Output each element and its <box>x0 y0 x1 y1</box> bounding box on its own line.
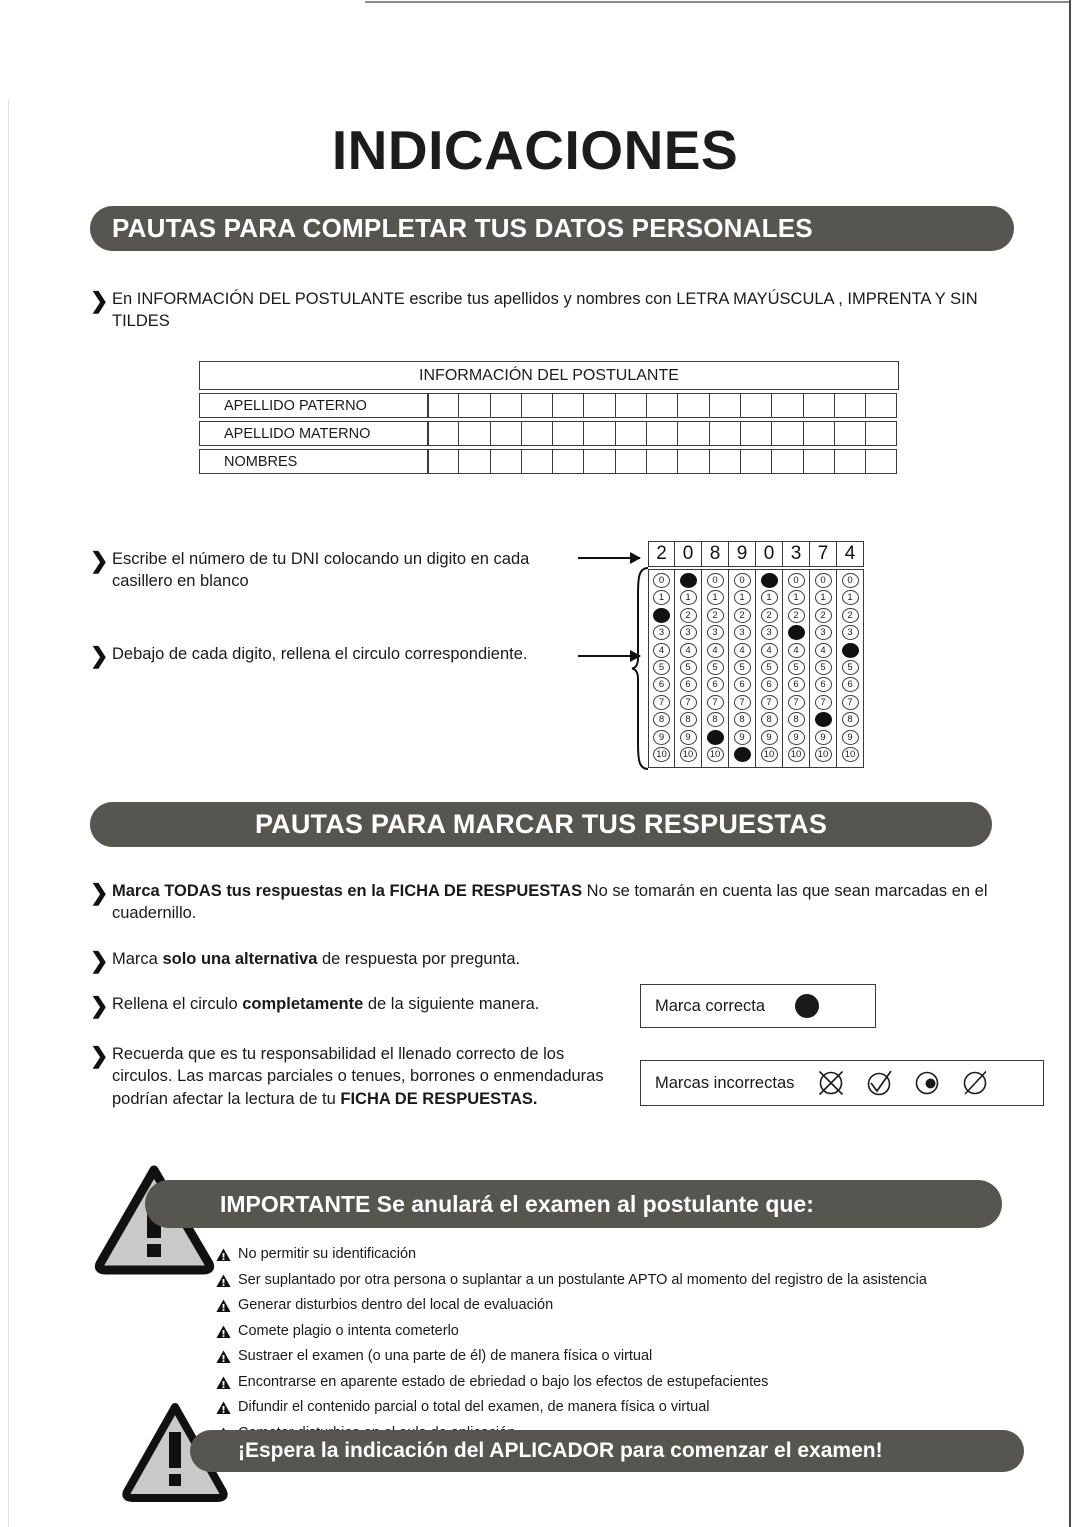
bullet-text-bold: completamente <box>242 995 364 1013</box>
marca-correcta-box <box>640 984 876 1028</box>
list-item <box>216 1272 1036 1293</box>
dni-bubble[interactable]: 3 <box>842 625 859 640</box>
bullet-text-normal: Rellena el circulo <box>112 995 243 1013</box>
dni-bubble[interactable]: 3 <box>734 625 751 640</box>
list-item-text: Ser suplantado por otra persona o suplantar a un postulante APTO al momento del registro de la asistencia <box>238 1271 927 1288</box>
warning-triangle-bullet-icon <box>216 1272 238 1293</box>
bullet-text-normal: Recuerda que es tu responsabilidad el llenado correcto de los circulos. Las marcas parciales o tenues, borrones o enmendaduras podrían afectar la lectura de tu <box>112 1045 604 1108</box>
dni-bubble[interactable]: 7 <box>653 695 670 710</box>
list-item-text: Comete plagio o intenta cometerlo <box>238 1322 459 1339</box>
row-cells-nombres <box>428 449 897 474</box>
dni-bubble[interactable]: 10 <box>842 747 859 762</box>
dni-bubble[interactable]: 6 <box>734 677 751 692</box>
dni-bubble[interactable] <box>788 625 805 640</box>
bullet-solo-una-alternativa <box>90 948 650 973</box>
dni-bubble[interactable]: 2 <box>680 608 697 623</box>
warning-triangle-bullet-icon <box>216 1323 238 1344</box>
dni-bubble[interactable]: 1 <box>707 590 724 605</box>
dni-bubble[interactable]: 5 <box>707 660 724 675</box>
bullet-text-bold: FICHA DE RESPUESTAS. <box>340 1089 538 1108</box>
bullet-text: Escribe el número de tu DNI colocando un digito en cada casillero en blanco <box>112 550 530 591</box>
dni-bubble[interactable]: 7 <box>788 695 805 710</box>
dni-digit-cell[interactable]: 2 <box>648 541 675 567</box>
dni-bubble[interactable]: 9 <box>734 730 751 745</box>
list-item <box>216 1323 1036 1344</box>
dni-bubble[interactable]: 8 <box>761 712 778 727</box>
dni-bubble[interactable]: 9 <box>653 730 670 745</box>
dni-digit-cell[interactable]: 0 <box>675 541 702 567</box>
marcas-incorrectas-icons <box>816 1068 990 1098</box>
dni-bubble[interactable]: 0 <box>734 573 751 588</box>
dni-bubble[interactable]: 8 <box>842 712 859 727</box>
bullet-marca-todas <box>90 880 1005 925</box>
table-input-cell[interactable] <box>835 421 866 446</box>
bullet-responsabilidad-llenado <box>90 1043 620 1110</box>
dni-bubble[interactable]: 1 <box>761 590 778 605</box>
table-input-cell[interactable] <box>866 421 897 446</box>
table-input-cell[interactable] <box>678 393 709 418</box>
table-input-cell[interactable] <box>522 421 553 446</box>
dni-bubble[interactable]: 10 <box>788 747 805 762</box>
circle-with-slash-icon <box>960 1068 990 1098</box>
dni-bubble[interactable]: 7 <box>842 695 859 710</box>
dni-bubble[interactable]: 4 <box>788 643 805 658</box>
table-input-cell[interactable] <box>741 449 772 474</box>
table-input-cell[interactable] <box>866 449 897 474</box>
warning-triangle-bullet-icon <box>216 1348 238 1369</box>
dni-bubble[interactable]: 4 <box>680 643 697 658</box>
dni-bubble[interactable]: 10 <box>761 747 778 762</box>
dni-bubble[interactable]: 1 <box>815 590 832 605</box>
table-input-cell[interactable] <box>616 393 647 418</box>
table-input-cell[interactable] <box>522 449 553 474</box>
dni-bubble-column <box>837 569 864 768</box>
dni-bubble[interactable]: 5 <box>761 660 778 675</box>
table-input-cell[interactable] <box>678 421 709 446</box>
table-input-cell[interactable] <box>741 421 772 446</box>
marcas-incorrectas-box <box>640 1060 1044 1106</box>
dni-bubble[interactable]: 7 <box>761 695 778 710</box>
dni-bubble[interactable]: 2 <box>734 608 751 623</box>
dni-bubble[interactable]: 5 <box>680 660 697 675</box>
banner-espera-aplicador <box>190 1430 1024 1472</box>
bullet-text-normal-2: de la siguiente manera. <box>363 995 540 1013</box>
list-item-text: Difundir el contenido parcial o total del examen, de manera física o virtual <box>238 1399 710 1415</box>
dni-bubble[interactable]: 8 <box>707 712 724 727</box>
dni-bubble[interactable]: 2 <box>707 608 724 623</box>
dni-bubble[interactable]: 3 <box>680 625 697 640</box>
table-input-cell[interactable] <box>741 393 772 418</box>
table-row <box>199 421 899 446</box>
dni-bubble[interactable]: 5 <box>815 660 832 675</box>
dni-bubble[interactable]: 9 <box>842 730 859 745</box>
dni-bubble[interactable]: 3 <box>761 625 778 640</box>
table-input-cell[interactable] <box>804 449 835 474</box>
dni-bubble[interactable]: 0 <box>815 573 832 588</box>
list-item-text: Generar disturbios dentro del local de evaluación <box>238 1297 554 1313</box>
table-input-cell[interactable] <box>522 393 553 418</box>
page-edge-right <box>1069 0 1071 1527</box>
chevron-right-icon: ❯ <box>90 880 109 905</box>
dni-bubble[interactable]: 8 <box>653 712 670 727</box>
bullet-text <box>112 993 539 1018</box>
dni-bubble[interactable]: 7 <box>815 695 832 710</box>
dni-bubble-column <box>810 569 837 768</box>
bullet-text-normal: Marca <box>112 950 163 968</box>
chevron-right-icon: ❯ <box>90 1043 109 1068</box>
dni-bubble[interactable]: 0 <box>653 573 670 588</box>
dni-bubble[interactable]: 0 <box>842 573 859 588</box>
banner-marcar-label: PAUTAS PARA MARCAR TUS RESPUESTAS <box>254 809 828 839</box>
marca-correcta-label: Marca correcta <box>655 996 766 1015</box>
dni-bubble[interactable]: 1 <box>653 590 670 605</box>
dni-bubble[interactable] <box>680 573 697 588</box>
dni-bubble[interactable]: 10 <box>680 747 697 762</box>
dni-digit-cell[interactable]: 8 <box>702 541 729 567</box>
page-edge-top <box>365 1 1070 3</box>
list-item <box>216 1297 1036 1318</box>
dni-bubble[interactable]: 3 <box>707 625 724 640</box>
dni-bubble[interactable]: 6 <box>653 677 670 692</box>
dni-bubble[interactable]: 3 <box>653 625 670 640</box>
arrow-to-dni-digits-icon <box>578 557 640 559</box>
dni-bubble[interactable]: 2 <box>788 608 805 623</box>
marcas-incorrectas-label: Marcas incorrectas <box>655 1073 795 1092</box>
table-input-cell[interactable] <box>584 449 615 474</box>
bullet-dni-rellena <box>90 643 560 668</box>
chevron-right-icon: ❯ <box>90 993 109 1018</box>
row-label-apellido-materno: APELLIDO MATERNO <box>199 421 428 446</box>
dni-bubble[interactable]: 9 <box>761 730 778 745</box>
table-input-cell[interactable] <box>616 421 647 446</box>
dni-bubble[interactable]: 5 <box>734 660 751 675</box>
dni-bubble[interactable]: 4 <box>734 643 751 658</box>
page-edge-left <box>8 100 9 1527</box>
dni-bubble[interactable] <box>734 747 751 762</box>
table-input-cell[interactable] <box>710 421 741 446</box>
dni-bubble[interactable]: 4 <box>653 643 670 658</box>
dni-bubble[interactable]: 5 <box>653 660 670 675</box>
dni-bubble[interactable]: 4 <box>761 643 778 658</box>
table-row <box>199 449 899 474</box>
dni-bubble[interactable]: 7 <box>707 695 724 710</box>
dni-bubble[interactable]: 5 <box>842 660 859 675</box>
filled-circle-icon <box>795 994 819 1018</box>
row-cells-apellido-paterno <box>428 393 897 418</box>
table-input-cell[interactable] <box>616 449 647 474</box>
dni-bubble-column <box>729 569 756 768</box>
table-input-cell[interactable] <box>491 421 522 446</box>
table-input-cell[interactable] <box>428 449 459 474</box>
list-item-text: Encontrarse en aparente estado de ebriedad o bajo los efectos de estupefacientes <box>238 1373 769 1390</box>
dni-bubble[interactable]: 10 <box>653 747 670 762</box>
dni-bubble[interactable]: 4 <box>815 643 832 658</box>
dni-bubble[interactable]: 3 <box>815 625 832 640</box>
dni-bubble[interactable]: 1 <box>680 590 697 605</box>
table-input-cell[interactable] <box>772 449 803 474</box>
bullet-text <box>112 880 1005 925</box>
table-input-cell[interactable] <box>835 393 866 418</box>
bullet-text-normal-2: de respuesta por pregunta. <box>317 950 521 968</box>
warning-triangle-bullet-icon <box>216 1297 238 1318</box>
banner-espera-label: ¡Espera la indicación del APLICADOR para comenzar el examen! <box>238 1439 883 1462</box>
list-item <box>216 1399 1036 1420</box>
list-item <box>216 1348 1036 1369</box>
table-header: INFORMACIÓN DEL POSTULANTE <box>199 361 899 390</box>
table-input-cell[interactable] <box>647 449 678 474</box>
table-input-cell[interactable] <box>710 449 741 474</box>
table-input-cell[interactable] <box>459 393 490 418</box>
curly-brace-icon <box>630 566 650 771</box>
dni-bubble[interactable]: 7 <box>734 695 751 710</box>
dni-bubble-column <box>702 569 729 768</box>
bullet-text: En INFORMACIÓN DEL POSTULANTE escribe tus apellidos y nombres con LETRA MAYÚSCULA , IMPRENTA Y SIN TILDES <box>112 290 978 331</box>
chevron-right-icon: ❯ <box>90 643 109 668</box>
banner-datos-label: PAUTAS PARA COMPLETAR TUS DATOS PERSONALES <box>112 213 813 243</box>
bullet-text-bold: solo una alternativa <box>162 950 318 968</box>
chevron-right-icon: ❯ <box>90 288 109 313</box>
table-input-cell[interactable] <box>647 393 678 418</box>
bullet-text <box>112 1043 620 1110</box>
banner-marcar-respuestas <box>90 802 992 847</box>
table-input-cell[interactable] <box>428 421 459 446</box>
table-input-cell[interactable] <box>428 393 459 418</box>
table-input-cell[interactable] <box>553 449 584 474</box>
table-input-cell[interactable] <box>491 449 522 474</box>
dni-digit-cell[interactable]: 4 <box>837 541 864 567</box>
dni-bubble[interactable] <box>815 712 832 727</box>
bullet-informacion-postulante <box>90 288 1000 333</box>
row-label-nombres: NOMBRES <box>199 449 428 474</box>
dni-bubble[interactable]: 8 <box>788 712 805 727</box>
dni-grid <box>648 541 864 768</box>
bullet-rellena-completamente <box>90 993 630 1018</box>
table-input-cell[interactable] <box>584 421 615 446</box>
dni-bubble-column <box>756 569 783 768</box>
table-row <box>199 393 899 418</box>
chevron-right-icon: ❯ <box>90 948 109 973</box>
importante-list <box>216 1246 1036 1450</box>
row-label-apellido-paterno: APELLIDO PATERNO <box>199 393 428 418</box>
list-item-text: Sustraer el examen (o una parte de él) de manera física o virtual <box>238 1348 653 1364</box>
dni-digit-cell[interactable]: 7 <box>810 541 837 567</box>
bullet-dni-escribe <box>90 548 560 593</box>
bullet-text-bold: Marca TODAS tus respuestas en la FICHA DE RESPUESTAS <box>112 882 583 900</box>
dni-bubble[interactable]: 1 <box>734 590 751 605</box>
banner-importante <box>145 1180 1002 1228</box>
dni-bubble[interactable]: 2 <box>761 608 778 623</box>
dni-bubble[interactable]: 6 <box>707 677 724 692</box>
circle-with-check-icon <box>864 1068 894 1098</box>
dni-digit-cell[interactable]: 9 <box>729 541 756 567</box>
table-input-cell[interactable] <box>866 393 897 418</box>
bullet-text-normal: No se tomarán en cuenta las que sean marcadas en el cuadernillo. <box>112 882 988 923</box>
table-input-cell[interactable] <box>804 421 835 446</box>
table-input-cell[interactable] <box>804 393 835 418</box>
info-postulante-table <box>199 361 899 474</box>
dni-bubble[interactable]: 8 <box>734 712 751 727</box>
dni-bubble[interactable]: 6 <box>788 677 805 692</box>
dni-bubble[interactable]: 6 <box>680 677 697 692</box>
dni-bubble-column <box>783 569 810 768</box>
table-input-cell[interactable] <box>772 421 803 446</box>
list-item-text: No permitir su identificación <box>238 1246 417 1262</box>
dni-bubble[interactable]: 9 <box>788 730 805 745</box>
dni-bubble[interactable]: 8 <box>680 712 697 727</box>
table-input-cell[interactable] <box>678 449 709 474</box>
table-input-cell[interactable] <box>553 421 584 446</box>
dni-digit-row <box>648 541 864 567</box>
list-item <box>216 1374 1036 1395</box>
page-title: INDICACIONES <box>331 119 739 181</box>
row-cells-apellido-materno <box>428 421 897 446</box>
bullet-text: Debajo de cada digito, rellena el circulo correspondiente. <box>112 645 528 663</box>
dni-bubble[interactable] <box>707 730 724 745</box>
dni-bubble-column <box>675 569 702 768</box>
dni-bubble[interactable]: 6 <box>815 677 832 692</box>
dni-bubble[interactable]: 0 <box>707 573 724 588</box>
dni-bubble[interactable]: 4 <box>707 643 724 658</box>
dni-bubble[interactable]: 0 <box>788 573 805 588</box>
dni-bubble[interactable] <box>653 608 670 623</box>
table-input-cell[interactable] <box>584 393 615 418</box>
table-input-cell[interactable] <box>710 393 741 418</box>
dni-bubble[interactable]: 10 <box>815 747 832 762</box>
dni-bubble[interactable]: 2 <box>842 608 859 623</box>
list-item <box>216 1246 1036 1267</box>
dni-bubble[interactable]: 5 <box>788 660 805 675</box>
dni-bubble[interactable]: 1 <box>788 590 805 605</box>
circle-with-small-dot-icon <box>912 1068 942 1098</box>
dni-digit-cell[interactable]: 3 <box>783 541 810 567</box>
dni-bubble[interactable]: 2 <box>815 608 832 623</box>
dni-bubble[interactable]: 9 <box>815 730 832 745</box>
dni-bubble[interactable]: 1 <box>842 590 859 605</box>
table-input-cell[interactable] <box>459 421 490 446</box>
circle-with-x-icon <box>816 1068 846 1098</box>
dni-bubble[interactable]: 10 <box>707 747 724 762</box>
dni-bubble-columns <box>648 569 864 768</box>
table-input-cell[interactable] <box>553 393 584 418</box>
dni-bubble[interactable]: 6 <box>842 677 859 692</box>
table-input-cell[interactable] <box>647 421 678 446</box>
bullet-text <box>112 948 520 973</box>
warning-triangle-bullet-icon <box>216 1374 238 1395</box>
dni-bubble-column <box>648 569 675 768</box>
table-input-cell[interactable] <box>459 449 490 474</box>
banner-importante-label: IMPORTANTE Se anulará el examen al postulante que: <box>220 1190 814 1217</box>
dni-bubble[interactable] <box>842 643 859 658</box>
chevron-right-icon: ❯ <box>90 548 109 573</box>
warning-triangle-bullet-icon <box>216 1246 238 1267</box>
table-input-cell[interactable] <box>835 449 866 474</box>
table-input-cell[interactable] <box>491 393 522 418</box>
dni-bubble[interactable]: 6 <box>761 677 778 692</box>
dni-bubble[interactable]: 9 <box>680 730 697 745</box>
banner-datos-personales <box>90 206 1014 251</box>
dni-digit-cell[interactable]: 0 <box>756 541 783 567</box>
dni-bubble[interactable]: 7 <box>680 695 697 710</box>
dni-bubble[interactable] <box>761 573 778 588</box>
table-input-cell[interactable] <box>772 393 803 418</box>
